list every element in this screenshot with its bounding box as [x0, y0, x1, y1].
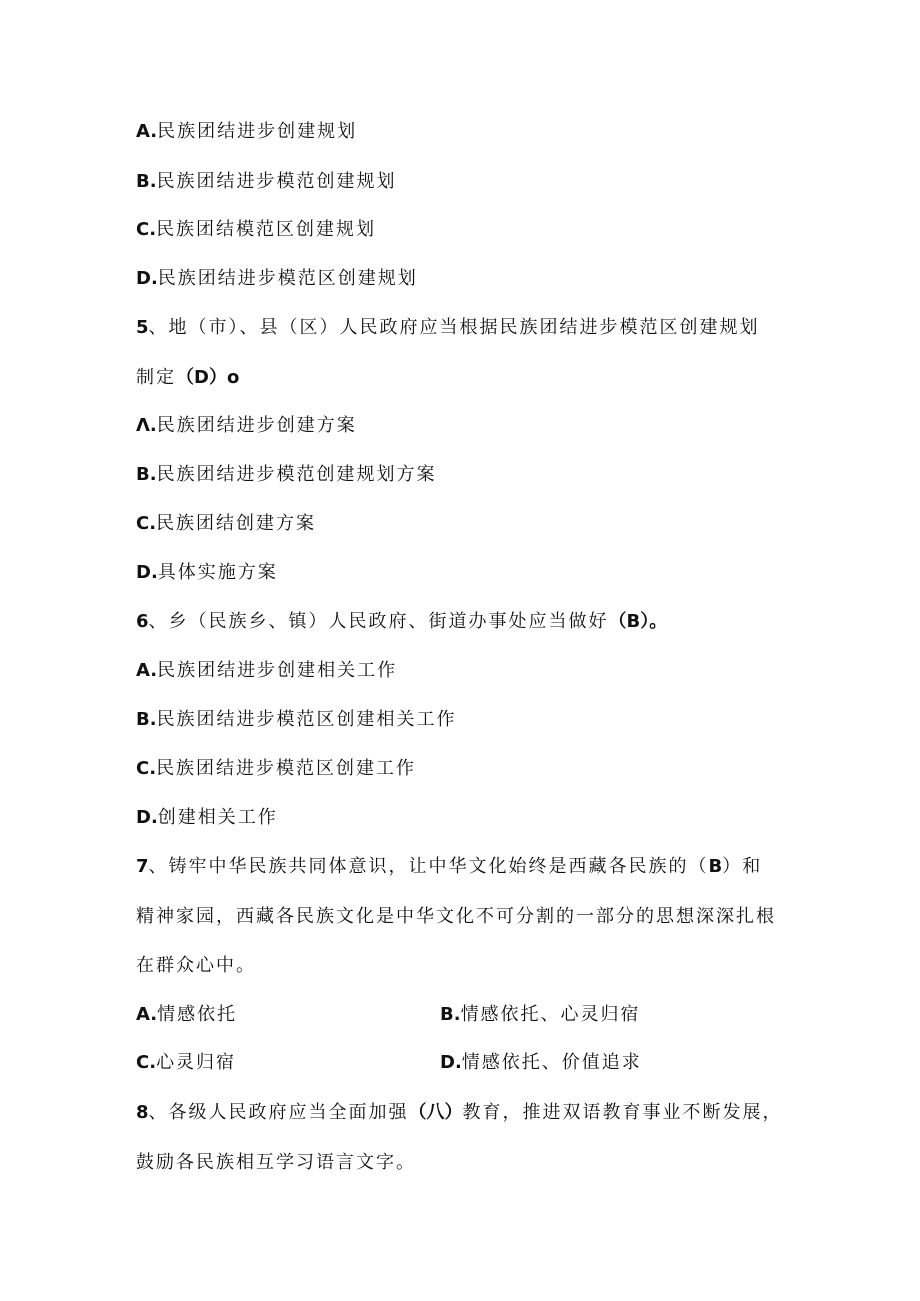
q7-question-line3 — [136, 954, 256, 978]
q7-answer: B — [708, 856, 723, 877]
q4-option-c-letter: C. — [136, 219, 157, 240]
q7-option-d-text: 情感依托、价值追求 — [461, 1052, 642, 1073]
q5-question-line2 — [136, 366, 239, 390]
q5-answer: （D）o — [176, 367, 240, 388]
q7-option-a-letter: A. — [136, 1004, 158, 1025]
q6-text: 、乡（民族乡、镇）人民政府、街道办事处应当做好 — [148, 611, 609, 632]
q4-option-b-text: 民族团结进步模范创建规划 — [156, 171, 397, 192]
q7-text-line1-pre: 、铸牢中华民族共同体意识，让中华文化始终是西藏各民族的（ — [148, 856, 709, 877]
q8-question-line1 — [136, 1101, 783, 1125]
q4-option-d-letter: D. — [136, 268, 158, 289]
q6-option-a-letter: A. — [136, 660, 158, 681]
q5-text-line2: 制定 — [136, 367, 176, 388]
q8-answer: （八） — [408, 1102, 463, 1123]
q6-option-b — [136, 708, 457, 732]
q7-option-c-letter: C. — [136, 1052, 157, 1073]
q5-question-line1 — [136, 316, 760, 340]
q4-option-b — [136, 170, 397, 194]
q7-question-line1 — [136, 855, 762, 879]
q8-text-line1-post: 教育，推进双语教育事业不断发展， — [462, 1102, 783, 1123]
q5-option-c — [136, 512, 316, 536]
q7-option-c-text: 心灵归宿 — [156, 1052, 237, 1073]
q7-option-b — [440, 1003, 641, 1027]
q6-question — [136, 610, 667, 634]
q4-option-b-letter: B. — [136, 171, 157, 192]
q5-option-a-letter: Λ. — [136, 415, 157, 436]
q6-option-b-text: 民族团结进步模范区创建相关工作 — [156, 709, 457, 730]
q7-option-a — [136, 1003, 237, 1027]
q7-option-d — [440, 1051, 642, 1075]
q6-option-c-text: 民族团结进步模范区创建工作 — [156, 758, 417, 779]
q6-answer: （B）。 — [608, 611, 668, 632]
q5-option-b-text: 民族团结进步模范创建规划方案 — [156, 464, 437, 485]
q7-text-line3: 在群众心中。 — [136, 955, 256, 976]
q7-option-b-text: 情感依托、心灵归宿 — [460, 1004, 641, 1025]
q6-option-b-letter: B. — [136, 709, 157, 730]
q8-text-line1-pre: 、各级人民政府应当全面加强 — [148, 1102, 409, 1123]
q6-option-d-letter: D. — [136, 807, 158, 828]
q7-option-a-text: 情感依托 — [157, 1004, 238, 1025]
q7-text-line1-post: ）和 — [722, 856, 763, 877]
q4-option-d-text: 民族团结进步模范区创建规划 — [157, 268, 418, 289]
q8-question-line2 — [136, 1151, 416, 1175]
q4-option-a — [136, 120, 357, 144]
q5-option-a — [136, 414, 357, 438]
q5-option-d-text: 具体实施方案 — [157, 562, 278, 583]
q6-option-d — [136, 806, 278, 830]
q5-option-c-letter: C. — [136, 513, 157, 534]
q4-option-a-letter: A. — [136, 121, 158, 142]
q7-option-c — [136, 1051, 236, 1075]
q6-option-a-text: 民族团结进步创建相关工作 — [157, 660, 398, 681]
q5-number: 5 — [136, 317, 149, 338]
q7-question-line2 — [136, 905, 776, 929]
q6-option-d-text: 创建相关工作 — [157, 807, 278, 828]
q4-option-c — [136, 218, 376, 242]
q4-option-d — [136, 267, 418, 291]
q5-option-d-letter: D. — [136, 562, 158, 583]
q5-option-b-letter: B. — [136, 464, 157, 485]
q6-option-c — [136, 757, 416, 781]
q7-option-d-letter: D. — [440, 1052, 462, 1073]
q5-option-c-text: 民族团结创建方案 — [156, 513, 317, 534]
q8-text-line2: 鼓励各民族相互学习语言文字。 — [136, 1152, 416, 1173]
q8-number: 8 — [136, 1102, 149, 1123]
q7-number: 7 — [136, 856, 149, 877]
q5-text-line1: 、地（市）、县（区）人民政府应当根据民族团结进步模范区创建规划 — [148, 317, 760, 338]
q5-option-d — [136, 561, 278, 585]
q6-number: 6 — [136, 611, 149, 632]
q5-option-a-text: 民族团结进步创建方案 — [156, 415, 357, 436]
q6-option-c-letter: C. — [136, 758, 157, 779]
q6-option-a — [136, 659, 397, 683]
q7-option-b-letter: B. — [440, 1004, 461, 1025]
q4-option-c-text: 民族团结模范区创建规划 — [156, 219, 377, 240]
q7-text-line2: 精神家园，西藏各民族文化是中华文化不可分割的一部分的思想深深扎根 — [136, 906, 776, 927]
q5-option-b — [136, 463, 437, 487]
q4-option-a-text: 民族团结进步创建规划 — [157, 121, 358, 142]
